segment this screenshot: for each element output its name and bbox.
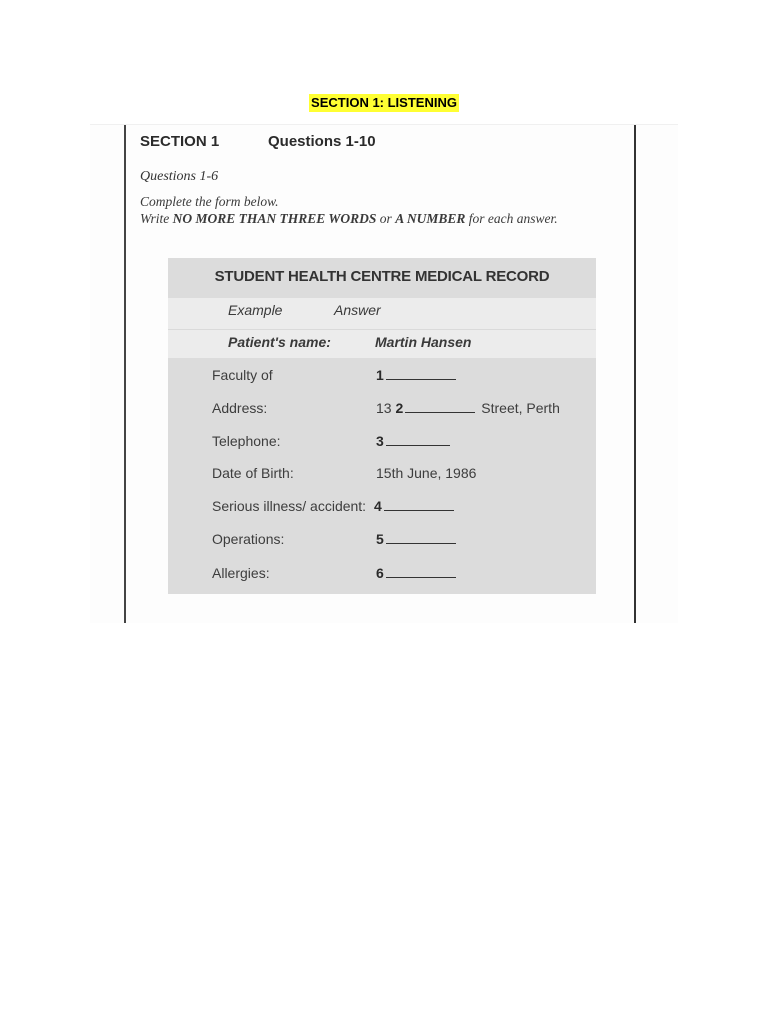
instruction-line-1: Complete the form below.	[140, 194, 279, 209]
question-number: 5	[376, 531, 384, 547]
highlighted-heading: SECTION 1: LISTENING	[311, 95, 457, 110]
row-label: Allergies:	[212, 565, 270, 581]
form-title: STUDENT HEALTH CENTRE MEDICAL RECORD	[214, 268, 550, 285]
subsection-questions: Questions 1-6	[140, 169, 219, 184]
patient-name-label: Patient's name:	[228, 334, 331, 350]
answer-blank[interactable]	[386, 576, 456, 578]
instruction-emphasis: NO MORE THAN THREE WORDS	[172, 211, 377, 226]
row-answer	[376, 531, 456, 547]
form-row-address	[212, 400, 592, 420]
section-header	[140, 133, 376, 150]
question-number: 1	[376, 367, 384, 383]
row-label: Telephone:	[212, 433, 281, 449]
question-number: 6	[376, 565, 384, 581]
row-prefix: 13	[376, 400, 396, 416]
answer-blank[interactable]	[386, 378, 456, 380]
row-label: Faculty of	[212, 367, 273, 383]
instruction-text: Write	[140, 211, 173, 226]
instruction-line-2	[140, 210, 630, 227]
example-divider	[168, 329, 596, 330]
form-row-telephone	[212, 433, 592, 453]
answer-blank[interactable]	[386, 542, 456, 544]
row-answer	[376, 565, 456, 581]
question-number: 3	[376, 433, 384, 449]
answer-blank[interactable]	[386, 444, 450, 446]
page-heading	[0, 94, 768, 112]
medical-record-form	[168, 258, 596, 594]
instruction-text: or	[376, 211, 396, 226]
row-value: 15th June, 1986	[376, 465, 477, 481]
form-row-operations	[212, 531, 592, 551]
example-patient-row	[228, 334, 472, 350]
question-number: 4	[374, 498, 382, 514]
form-row-allergies	[212, 565, 592, 585]
instruction-emphasis: A NUMBER	[395, 211, 466, 226]
row-suffix: Street, Perth	[481, 400, 560, 416]
row-answer	[376, 367, 456, 383]
row-label: Address:	[212, 400, 268, 416]
form-row-faculty	[212, 367, 592, 387]
row-answer	[374, 498, 454, 514]
instructions	[140, 193, 630, 227]
row-answer	[376, 400, 560, 416]
form-row-date-of-birth	[212, 465, 592, 485]
section-label: SECTION 1	[140, 133, 220, 150]
section-questions: Questions 1-10	[268, 133, 376, 150]
example-header-row	[228, 302, 381, 318]
row-label: Date of Birth:	[212, 465, 294, 481]
row-label: Operations:	[212, 531, 285, 547]
right-border-line	[634, 125, 636, 623]
patient-name-value: Martin Hansen	[375, 334, 472, 350]
left-border-line	[124, 125, 126, 623]
answer-label: Answer	[334, 302, 381, 318]
row-answer	[376, 433, 450, 449]
example-label: Example	[228, 302, 283, 318]
form-row-serious-illness	[212, 498, 592, 518]
instruction-text: for each answer.	[465, 211, 558, 226]
scanned-exam-page	[90, 124, 678, 623]
answer-blank[interactable]	[384, 509, 454, 511]
row-label: Serious illness/ accident:	[212, 498, 367, 514]
question-number: 2	[395, 400, 404, 416]
answer-blank[interactable]	[405, 411, 475, 413]
